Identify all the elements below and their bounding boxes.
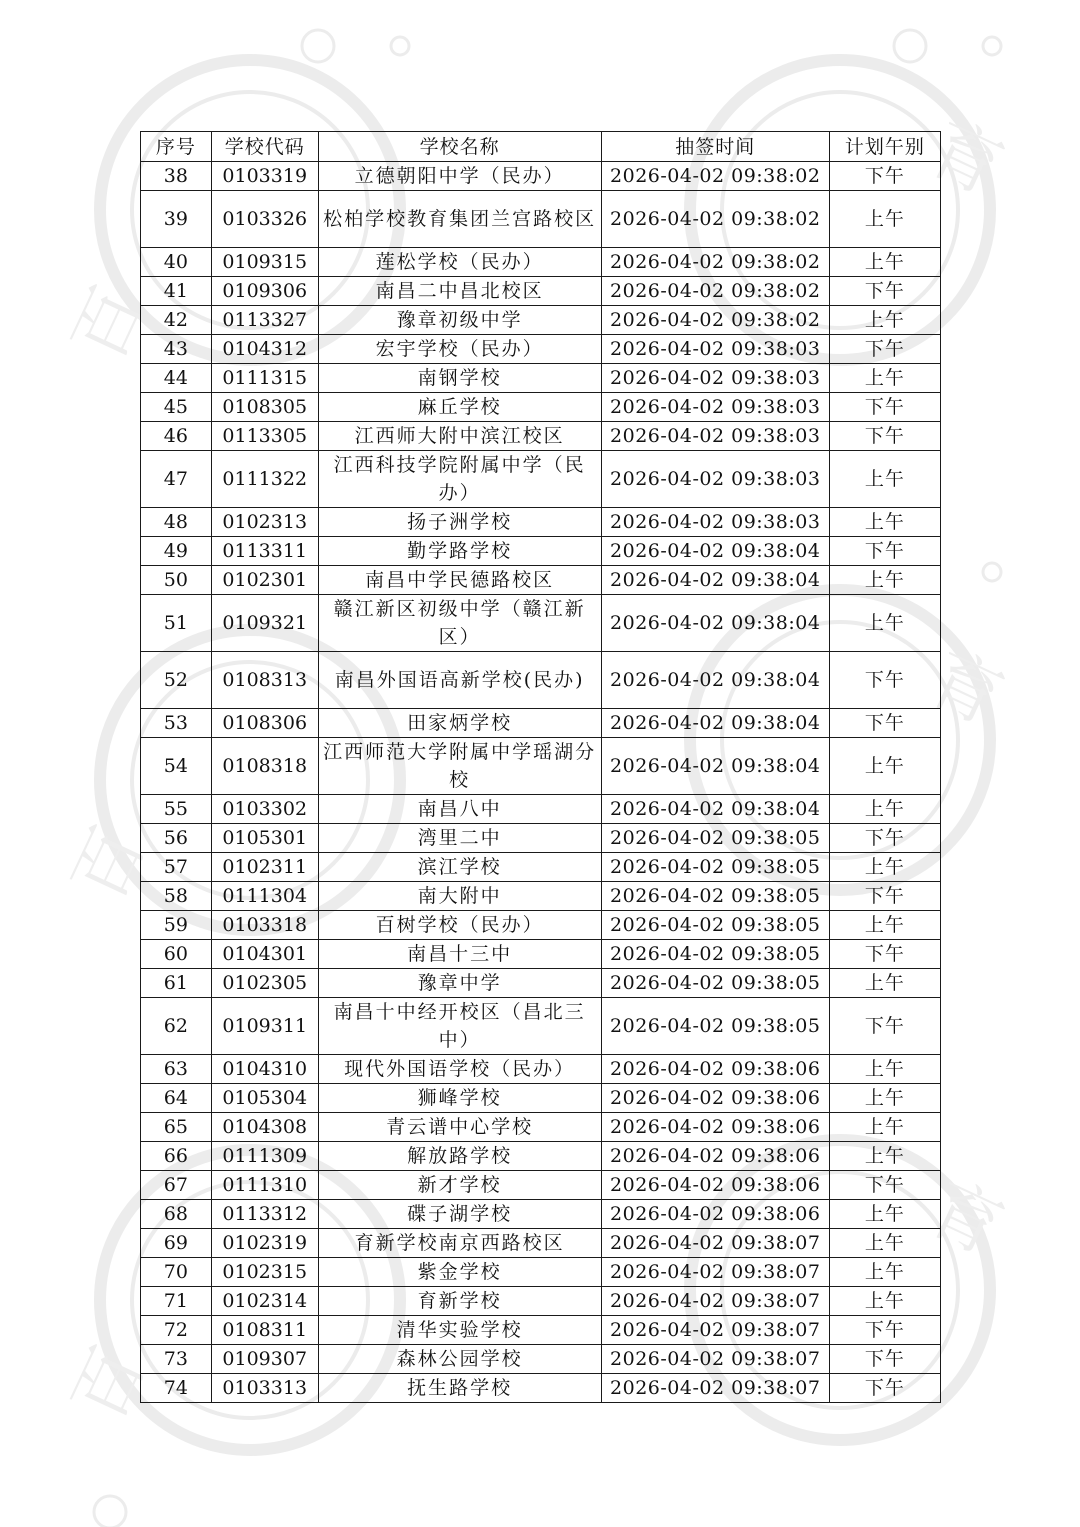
cell-school-code: 0104308 xyxy=(211,1113,318,1142)
table-row xyxy=(141,393,941,422)
table-row xyxy=(141,998,941,1055)
table-body xyxy=(141,162,941,1403)
cell-school-name: 宏宇学校（民办） xyxy=(318,335,601,364)
watermark-glyph: 百 xyxy=(56,274,161,373)
table-row xyxy=(141,335,941,364)
table-row xyxy=(141,1084,941,1113)
decor-circle xyxy=(894,30,926,62)
table-row xyxy=(141,738,941,795)
cell-serial: 72 xyxy=(141,1316,212,1345)
cell-school-code: 0103313 xyxy=(211,1374,318,1403)
cell-plan-session: 下午 xyxy=(829,998,940,1055)
cell-draw-time: 2026-04-02 09:38:03 xyxy=(601,508,829,537)
cell-draw-time: 2026-04-02 09:38:05 xyxy=(601,911,829,940)
table-row xyxy=(141,248,941,277)
cell-serial: 39 xyxy=(141,191,212,248)
cell-school-code: 0108306 xyxy=(211,709,318,738)
cell-school-code: 0109307 xyxy=(211,1345,318,1374)
table-row xyxy=(141,191,941,248)
cell-school-name: 南昌二中昌北校区 xyxy=(318,277,601,306)
cell-school-code: 0102301 xyxy=(211,566,318,595)
cell-school-name: 江西师大附中滨江校区 xyxy=(318,422,601,451)
cell-school-name: 南钢学校 xyxy=(318,364,601,393)
cell-draw-time: 2026-04-02 09:38:05 xyxy=(601,969,829,998)
cell-plan-session: 上午 xyxy=(829,1287,940,1316)
cell-school-name: 森林公园学校 xyxy=(318,1345,601,1374)
cell-plan-session: 下午 xyxy=(829,652,940,709)
cell-serial: 50 xyxy=(141,566,212,595)
decor-circle xyxy=(94,1496,126,1527)
cell-school-code: 0102314 xyxy=(211,1287,318,1316)
header-school-name: 学校名称 xyxy=(318,132,601,162)
cell-serial: 44 xyxy=(141,364,212,393)
cell-school-name: 青云谱中心学校 xyxy=(318,1113,601,1142)
cell-plan-session: 上午 xyxy=(829,795,940,824)
cell-draw-time: 2026-04-02 09:38:02 xyxy=(601,162,829,191)
table-row xyxy=(141,824,941,853)
cell-school-name: 豫章初级中学 xyxy=(318,306,601,335)
cell-school-code: 0103326 xyxy=(211,191,318,248)
cell-draw-time: 2026-04-02 09:38:07 xyxy=(601,1316,829,1345)
cell-draw-time: 2026-04-02 09:38:07 xyxy=(601,1345,829,1374)
cell-serial: 65 xyxy=(141,1113,212,1142)
cell-draw-time: 2026-04-02 09:38:03 xyxy=(601,393,829,422)
cell-school-code: 0103318 xyxy=(211,911,318,940)
cell-school-name: 紫金学校 xyxy=(318,1258,601,1287)
cell-school-name: 立德朝阳中学（民办） xyxy=(318,162,601,191)
cell-school-code: 0105304 xyxy=(211,1084,318,1113)
cell-school-code: 0102311 xyxy=(211,853,318,882)
cell-plan-session: 下午 xyxy=(829,1345,940,1374)
cell-draw-time: 2026-04-02 09:38:06 xyxy=(601,1055,829,1084)
cell-draw-time: 2026-04-02 09:38:02 xyxy=(601,191,829,248)
cell-school-name: 田家炳学校 xyxy=(318,709,601,738)
cell-serial: 53 xyxy=(141,709,212,738)
header-school-code: 学校代码 xyxy=(211,132,318,162)
cell-draw-time: 2026-04-02 09:38:07 xyxy=(601,1287,829,1316)
cell-school-code: 0111322 xyxy=(211,451,318,508)
cell-serial: 41 xyxy=(141,277,212,306)
cell-draw-time: 2026-04-02 09:38:07 xyxy=(601,1229,829,1258)
table-row xyxy=(141,969,941,998)
cell-school-name: 清华实验学校 xyxy=(318,1316,601,1345)
cell-draw-time: 2026-04-02 09:38:04 xyxy=(601,566,829,595)
cell-school-name: 豫章中学 xyxy=(318,969,601,998)
cell-serial: 48 xyxy=(141,508,212,537)
cell-serial: 69 xyxy=(141,1229,212,1258)
cell-serial: 74 xyxy=(141,1374,212,1403)
cell-school-name: 狮峰学校 xyxy=(318,1084,601,1113)
cell-school-name: 育新学校 xyxy=(318,1287,601,1316)
cell-plan-session: 上午 xyxy=(829,566,940,595)
cell-plan-session: 上午 xyxy=(829,1113,940,1142)
table-row xyxy=(141,1316,941,1345)
cell-school-code: 0111309 xyxy=(211,1142,318,1171)
cell-plan-session: 下午 xyxy=(829,1171,940,1200)
watermark-glyph: 育 xyxy=(917,636,1016,741)
table-row xyxy=(141,652,941,709)
table-row xyxy=(141,451,941,508)
cell-school-code: 0104301 xyxy=(211,940,318,969)
header-plan-session: 计划午别 xyxy=(829,132,940,162)
cell-serial: 66 xyxy=(141,1142,212,1171)
cell-serial: 55 xyxy=(141,795,212,824)
cell-school-code: 0108311 xyxy=(211,1316,318,1345)
cell-plan-session: 上午 xyxy=(829,508,940,537)
table-row xyxy=(141,537,941,566)
cell-draw-time: 2026-04-02 09:38:06 xyxy=(601,1113,829,1142)
watermark-glyph: 育 xyxy=(917,1166,1016,1271)
cell-plan-session: 上午 xyxy=(829,1142,940,1171)
cell-school-code: 0113305 xyxy=(211,422,318,451)
cell-school-code: 0111315 xyxy=(211,364,318,393)
cell-school-code: 0104312 xyxy=(211,335,318,364)
cell-draw-time: 2026-04-02 09:38:06 xyxy=(601,1142,829,1171)
cell-draw-time: 2026-04-02 09:38:05 xyxy=(601,882,829,911)
cell-school-name: 南大附中 xyxy=(318,882,601,911)
cell-serial: 52 xyxy=(141,652,212,709)
table-row xyxy=(141,595,941,652)
cell-serial: 51 xyxy=(141,595,212,652)
header-draw-time: 抽签时间 xyxy=(601,132,829,162)
cell-draw-time: 2026-04-02 09:38:03 xyxy=(601,422,829,451)
cell-draw-time: 2026-04-02 09:38:06 xyxy=(601,1171,829,1200)
cell-serial: 61 xyxy=(141,969,212,998)
cell-draw-time: 2026-04-02 09:38:04 xyxy=(601,537,829,566)
table-row xyxy=(141,795,941,824)
table-row xyxy=(141,364,941,393)
cell-plan-session: 下午 xyxy=(829,1374,940,1403)
watermark-glyph: 百 xyxy=(56,1334,161,1433)
table-row xyxy=(141,422,941,451)
cell-draw-time: 2026-04-02 09:38:04 xyxy=(601,738,829,795)
cell-draw-time: 2026-04-02 09:38:05 xyxy=(601,853,829,882)
cell-serial: 62 xyxy=(141,998,212,1055)
cell-draw-time: 2026-04-02 09:38:03 xyxy=(601,364,829,393)
cell-plan-session: 上午 xyxy=(829,1229,940,1258)
cell-draw-time: 2026-04-02 09:38:06 xyxy=(601,1084,829,1113)
cell-school-name: 现代外国语学校（民办） xyxy=(318,1055,601,1084)
table-row xyxy=(141,940,941,969)
cell-draw-time: 2026-04-02 09:38:02 xyxy=(601,306,829,335)
cell-serial: 42 xyxy=(141,306,212,335)
watermark-glyph: 百 xyxy=(56,814,161,913)
cell-serial: 57 xyxy=(141,853,212,882)
cell-plan-session: 下午 xyxy=(829,422,940,451)
cell-plan-session: 上午 xyxy=(829,738,940,795)
cell-plan-session: 上午 xyxy=(829,911,940,940)
cell-school-name: 南昌十中经开校区（昌北三中） xyxy=(318,998,601,1055)
cell-draw-time: 2026-04-02 09:38:04 xyxy=(601,795,829,824)
cell-draw-time: 2026-04-02 09:38:04 xyxy=(601,652,829,709)
table-row xyxy=(141,1229,941,1258)
cell-plan-session: 下午 xyxy=(829,393,940,422)
cell-plan-session: 上午 xyxy=(829,248,940,277)
cell-draw-time: 2026-04-02 09:38:05 xyxy=(601,824,829,853)
table-row xyxy=(141,277,941,306)
cell-serial: 58 xyxy=(141,882,212,911)
cell-draw-time: 2026-04-02 09:38:03 xyxy=(601,335,829,364)
cell-draw-time: 2026-04-02 09:38:05 xyxy=(601,940,829,969)
cell-school-code: 0113327 xyxy=(211,306,318,335)
cell-draw-time: 2026-04-02 09:38:07 xyxy=(601,1258,829,1287)
table-row xyxy=(141,1258,941,1287)
cell-draw-time: 2026-04-02 09:38:04 xyxy=(601,709,829,738)
cell-school-code: 0104310 xyxy=(211,1055,318,1084)
cell-school-code: 0102319 xyxy=(211,1229,318,1258)
cell-school-name: 百树学校（民办） xyxy=(318,911,601,940)
cell-plan-session: 下午 xyxy=(829,162,940,191)
cell-draw-time: 2026-04-02 09:38:02 xyxy=(601,248,829,277)
cell-school-name: 育新学校南京西路校区 xyxy=(318,1229,601,1258)
cell-plan-session: 下午 xyxy=(829,277,940,306)
cell-serial: 68 xyxy=(141,1200,212,1229)
watermark-glyph: 育 xyxy=(917,106,1016,211)
decor-circle xyxy=(983,563,1001,581)
cell-plan-session: 上午 xyxy=(829,451,940,508)
cell-serial: 45 xyxy=(141,393,212,422)
cell-school-name: 新才学校 xyxy=(318,1171,601,1200)
cell-plan-session: 上午 xyxy=(829,191,940,248)
cell-serial: 59 xyxy=(141,911,212,940)
decor-circle xyxy=(302,30,334,62)
cell-school-name: 麻丘学校 xyxy=(318,393,601,422)
cell-plan-session: 上午 xyxy=(829,1200,940,1229)
cell-school-code: 0109306 xyxy=(211,277,318,306)
table-row xyxy=(141,306,941,335)
cell-school-name: 南昌外国语高新学校(民办) xyxy=(318,652,601,709)
cell-serial: 54 xyxy=(141,738,212,795)
cell-school-code: 0111310 xyxy=(211,1171,318,1200)
cell-school-code: 0113311 xyxy=(211,537,318,566)
cell-serial: 67 xyxy=(141,1171,212,1200)
cell-draw-time: 2026-04-02 09:38:07 xyxy=(601,1374,829,1403)
cell-draw-time: 2026-04-02 09:38:05 xyxy=(601,998,829,1055)
table-row xyxy=(141,911,941,940)
cell-school-name: 滨江学校 xyxy=(318,853,601,882)
table-row xyxy=(141,1200,941,1229)
decor-circle xyxy=(391,37,409,55)
cell-serial: 63 xyxy=(141,1055,212,1084)
cell-school-name: 抚生路学校 xyxy=(318,1374,601,1403)
cell-serial: 70 xyxy=(141,1258,212,1287)
cell-draw-time: 2026-04-02 09:38:02 xyxy=(601,277,829,306)
lottery-table-container xyxy=(140,131,941,1403)
cell-school-code: 0109315 xyxy=(211,248,318,277)
cell-school-code: 0108313 xyxy=(211,652,318,709)
table-row xyxy=(141,1287,941,1316)
cell-plan-session: 上午 xyxy=(829,595,940,652)
cell-serial: 60 xyxy=(141,940,212,969)
cell-plan-session: 下午 xyxy=(829,882,940,911)
table-row xyxy=(141,1142,941,1171)
decor-circle xyxy=(983,37,1001,55)
cell-school-name: 江西师范大学附属中学瑶湖分校 xyxy=(318,738,601,795)
cell-school-name: 南昌中学民德路校区 xyxy=(318,566,601,595)
cell-school-code: 0109321 xyxy=(211,595,318,652)
cell-school-code: 0108305 xyxy=(211,393,318,422)
cell-plan-session: 下午 xyxy=(829,824,940,853)
table-row xyxy=(141,853,941,882)
cell-plan-session: 下午 xyxy=(829,537,940,566)
cell-school-code: 0108318 xyxy=(211,738,318,795)
cell-serial: 56 xyxy=(141,824,212,853)
cell-school-code: 0113312 xyxy=(211,1200,318,1229)
cell-school-code: 0103302 xyxy=(211,795,318,824)
cell-school-code: 0105301 xyxy=(211,824,318,853)
cell-school-name: 湾里二中 xyxy=(318,824,601,853)
cell-serial: 49 xyxy=(141,537,212,566)
cell-plan-session: 下午 xyxy=(829,335,940,364)
cell-plan-session: 上午 xyxy=(829,1258,940,1287)
cell-school-name: 江西科技学院附属中学（民办） xyxy=(318,451,601,508)
cell-plan-session: 上午 xyxy=(829,364,940,393)
cell-plan-session: 下午 xyxy=(829,1316,940,1345)
cell-school-code: 0109311 xyxy=(211,998,318,1055)
cell-school-name: 南昌十三中 xyxy=(318,940,601,969)
cell-serial: 71 xyxy=(141,1287,212,1316)
cell-draw-time: 2026-04-02 09:38:06 xyxy=(601,1200,829,1229)
cell-plan-session: 下午 xyxy=(829,940,940,969)
cell-serial: 43 xyxy=(141,335,212,364)
cell-plan-session: 上午 xyxy=(829,853,940,882)
table-row xyxy=(141,508,941,537)
cell-plan-session: 上午 xyxy=(829,1055,940,1084)
table-row xyxy=(141,1113,941,1142)
cell-school-code: 0102305 xyxy=(211,969,318,998)
cell-plan-session: 上午 xyxy=(829,1084,940,1113)
table-row xyxy=(141,162,941,191)
cell-plan-session: 上午 xyxy=(829,969,940,998)
table-row xyxy=(141,1345,941,1374)
table-row xyxy=(141,566,941,595)
cell-serial: 38 xyxy=(141,162,212,191)
table-header-row xyxy=(141,132,941,162)
cell-serial: 40 xyxy=(141,248,212,277)
table-row xyxy=(141,882,941,911)
cell-school-name: 扬子洲学校 xyxy=(318,508,601,537)
cell-serial: 73 xyxy=(141,1345,212,1374)
cell-school-name: 赣江新区初级中学（赣江新区） xyxy=(318,595,601,652)
table-row xyxy=(141,1171,941,1200)
cell-school-code: 0102315 xyxy=(211,1258,318,1287)
cell-draw-time: 2026-04-02 09:38:03 xyxy=(601,451,829,508)
cell-draw-time: 2026-04-02 09:38:04 xyxy=(601,595,829,652)
cell-school-name: 松柏学校教育集团兰宫路校区 xyxy=(318,191,601,248)
cell-serial: 64 xyxy=(141,1084,212,1113)
cell-school-name: 碟子湖学校 xyxy=(318,1200,601,1229)
cell-school-code: 0102313 xyxy=(211,508,318,537)
cell-plan-session: 上午 xyxy=(829,306,940,335)
cell-school-code: 0103319 xyxy=(211,162,318,191)
lottery-table xyxy=(140,131,941,1403)
cell-school-name: 勤学路学校 xyxy=(318,537,601,566)
cell-school-name: 南昌八中 xyxy=(318,795,601,824)
table-row xyxy=(141,709,941,738)
table-row xyxy=(141,1374,941,1403)
cell-school-code: 0111304 xyxy=(211,882,318,911)
cell-school-name: 解放路学校 xyxy=(318,1142,601,1171)
table-row xyxy=(141,1055,941,1084)
header-serial: 序号 xyxy=(141,132,212,162)
cell-serial: 46 xyxy=(141,422,212,451)
cell-serial: 47 xyxy=(141,451,212,508)
cell-plan-session: 下午 xyxy=(829,709,940,738)
cell-school-name: 莲松学校（民办） xyxy=(318,248,601,277)
